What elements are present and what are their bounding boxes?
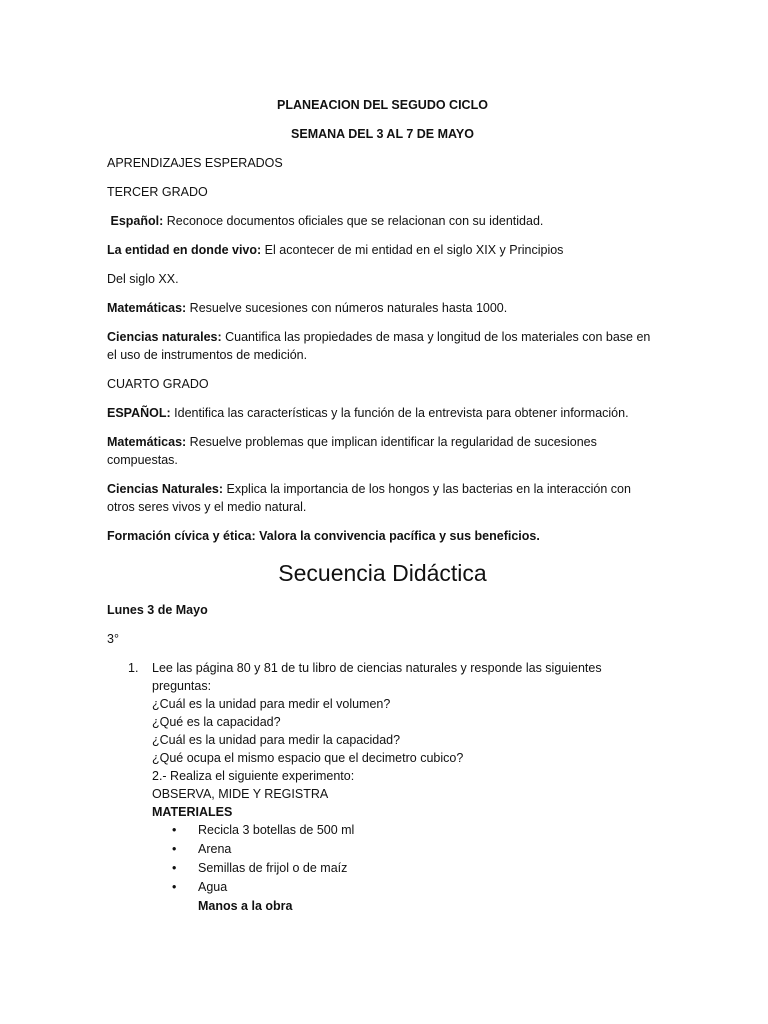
tercer-ciencias-label: Ciencias naturales: [107, 330, 222, 344]
experiment-line: 2.- Realiza el siguiente experimento: [152, 769, 355, 783]
tercer-matematicas [107, 299, 658, 317]
materials-heading: MATERIALES [152, 805, 233, 819]
tercer-ciencias-text: Cuantifica las propiedades de masa y longitud de los materiales con base en el uso de instrumentos de medición. [107, 330, 651, 362]
cuarto-espanol-text: Identifica las características y la función de la entrevista para obtener información. [170, 406, 629, 420]
bullet-icon: • [172, 880, 177, 894]
list-item [172, 821, 658, 840]
grade-label: 3° [107, 632, 119, 646]
tercer-mate-text: Resuelve sucesiones con números naturales hasta 1000. [186, 301, 508, 315]
activity-line: preguntas: [152, 679, 212, 693]
cuarto-matematicas [107, 433, 658, 469]
cuarto-mate-text: Resuelve problemas que implican identificar la regularidad de sucesiones compuestas. [107, 435, 597, 467]
tercer-espanol-label: Español: [110, 214, 164, 228]
question-line: ¿Qué ocupa el mismo espacio que el decimetro cubico? [152, 751, 464, 765]
list-number: 1. [128, 661, 139, 675]
material-text: Recicla 3 botellas de 500 ml [198, 823, 355, 837]
materials-list [152, 821, 658, 897]
bullet-icon: • [172, 842, 177, 856]
cuarto-grado-heading: CUARTO GRADO [107, 377, 209, 391]
tercer-mate-label: Matemáticas: [107, 301, 187, 315]
closing-line: Manos a la obra [198, 899, 293, 913]
tercer-grado-heading: TERCER GRADO [107, 185, 208, 199]
question-line: ¿Cuál es la unidad para medir el volumen? [152, 697, 391, 711]
week-title: SEMANA DEL 3 AL 7 DE MAYO [291, 127, 474, 141]
cuarto-ciencias [107, 480, 658, 516]
cuarto-ciencias-text: Explica la importancia de los hongos y las bacterias en la interacción con otros seres vivos y el medio natural. [107, 482, 631, 514]
cuarto-espanol [107, 404, 658, 422]
tercer-entidad-cont: Del siglo XX. [107, 272, 179, 286]
material-text: Arena [198, 842, 232, 856]
material-text: Semillas de frijol o de maíz [198, 861, 348, 875]
list-item [172, 840, 658, 859]
bullet-icon: • [172, 861, 177, 875]
aprendizajes-heading: APRENDIZAJES ESPERADOS [107, 156, 283, 170]
cuarto-mate-label: Matemáticas: [107, 435, 187, 449]
day-heading: Lunes 3 de Mayo [107, 603, 208, 617]
cuarto-espanol-label: ESPAÑOL: [107, 406, 171, 420]
secuencia-heading: Secuencia Didáctica [278, 560, 487, 586]
material-text: Agua [198, 880, 228, 894]
tercer-entidad-label: La entidad en donde vivo: [107, 243, 262, 257]
tercer-entidad-text: El acontecer de mi entidad en el siglo XIX y Principios [261, 243, 564, 257]
list-item [172, 859, 658, 878]
bullet-icon: • [172, 823, 177, 837]
activity-list [107, 659, 658, 915]
tercer-espanol [107, 212, 658, 230]
tercer-ciencias [107, 328, 658, 364]
question-line: ¿Qué es la capacidad? [152, 715, 281, 729]
question-line: ¿Cuál es la unidad para medir la capacidad? [152, 733, 401, 747]
activity-line: Lee las página 80 y 81 de tu libro de ciencias naturales y responde las siguientes [152, 661, 602, 675]
cuarto-ciencias-label: Ciencias Naturales: [107, 482, 224, 496]
list-item [172, 878, 658, 897]
tercer-espanol-text: Reconoce documentos oficiales que se relacionan con su identidad. [163, 214, 544, 228]
cuarto-civica: Formación cívica y ética: Valora la convivencia pacífica y sus beneficios. [107, 529, 540, 543]
tercer-entidad [107, 241, 658, 259]
experiment-subtitle: OBSERVA, MIDE Y REGISTRA [152, 787, 329, 801]
document-title: PLANEACION DEL SEGUDO CICLO [277, 98, 488, 112]
